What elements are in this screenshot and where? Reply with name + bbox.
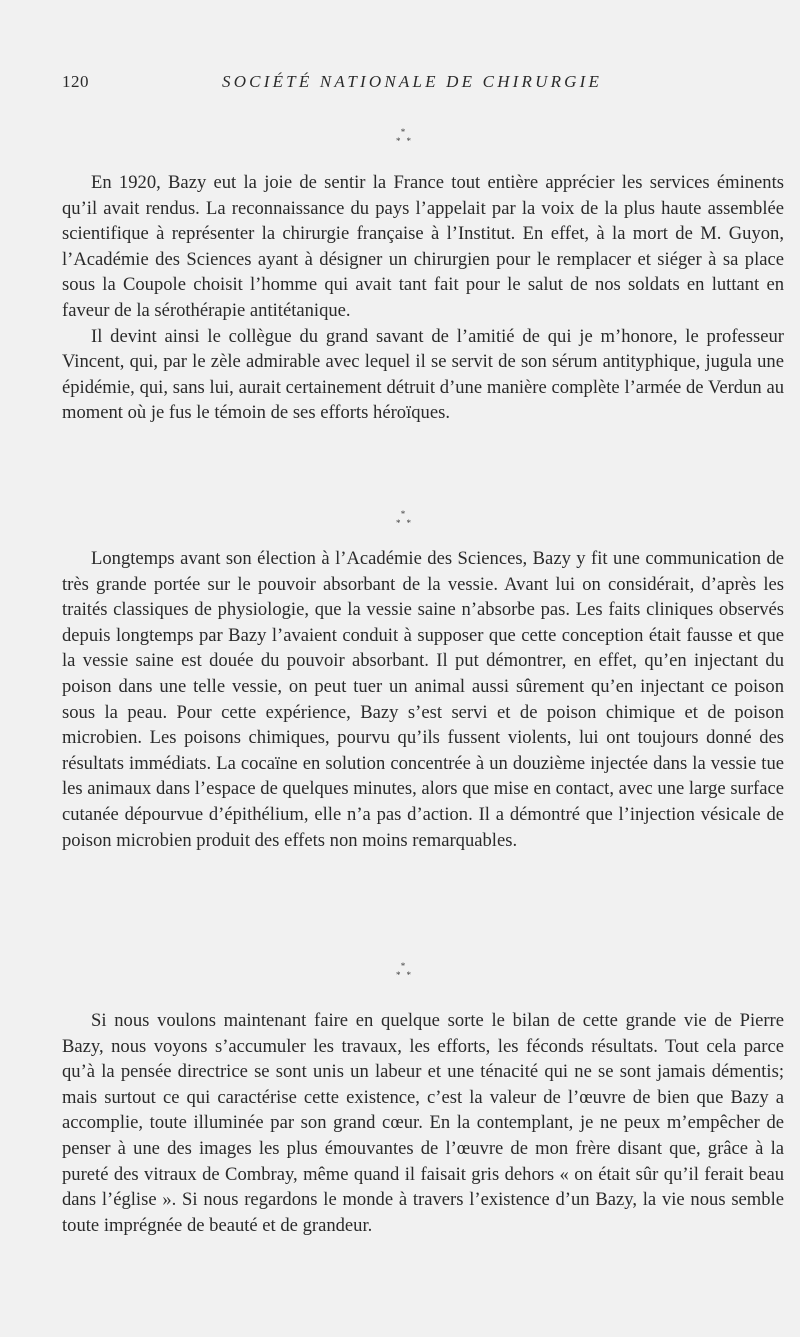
paragraph-election-institut: En 1920, Bazy eut la joie de sentir la France tout entière apprécier les services éminents qu’il avait rendus. La reconnaissance du pays l’appelait par la voix de la plus haute assemblée scientifique à représenter la chirurgie française à l’Institut. En effet, à la mort de M. Guyon, l’Académie des Sciences ayant à désigner un chirurgien pour le remplacer et siéger à sa place sous la Coupole choisit l’homme qui avait tant fait pour le salut de nos soldats en luttant en faveur de la sérothérapie antitétanique. <box>62 172 784 321</box>
paragraph-pouvoir-absorbant: Longtemps avant son élection à l’Académie des Sciences, Bazy y fit une communication de très grande portée sur le pouvoir absorbant de la vessie. Avant lui on considérait, d’après les traités classiques de physiologie, que la vessie saine n’absorbe pas. Les faits cliniques observés depuis longtemps par Bazy l’avaient conduit à supposer que cette conception était fausse et que la vessie saine est douée du pouvoir absorbant. Il put démontrer, en effet, qu’en injectant du poison dans une telle vessie, on peut tuer un animal aussi sûrement qu’en injectant ce poison sous la peau. Pour cette expérience, Bazy s’est servi et de poison chimique et de poison microbien. Les poisons chimiques, pourvu qu’ils fussent violents, lui ont toujours donné des résultats immédiats. La cocaïne en solution concentrée à un douzième injectée dans la vessie tue les animaux dans l’espace de quelques minutes, alors que mise en contact, avec une large surface cutanée dépourvue d’épithélium, elle n’a pas d’action. Il a démontré que l’injection vésicale de poison microbien produit des effets non moins remarquables. <box>62 548 784 851</box>
section-1-text <box>62 170 784 426</box>
section-separator-1 <box>392 127 417 146</box>
separator-star: * <box>396 970 407 980</box>
section-separator-3 <box>392 961 417 980</box>
separator-star: * <box>406 136 417 146</box>
separator-star: * <box>400 127 406 137</box>
section-2-text <box>62 546 784 853</box>
paragraph-professeur-vincent: Il devint ainsi le collègue du grand savant de l’amitié de qui je m’honore, le professeur Vincent, qui, par le zèle admirable avec lequel il se servit de son sérum antityphique, jugula une épidémie, qui, sans lui, aurait certainement détruit d’une manière complète l’armée de Verdun au moment où je fus le témoin de ses efforts héroïques. <box>62 325 784 424</box>
separator-star: * <box>400 961 406 971</box>
journal-title: SOCIÉTÉ NATIONALE DE CHIRURGIE <box>222 72 603 91</box>
separator-star: * <box>396 518 407 528</box>
running-header <box>62 72 784 96</box>
separator-star: * <box>406 970 417 980</box>
paragraph-bilan: Si nous voulons maintenant faire en quelque sorte le bilan de cette grande vie de Pierre Bazy, nous voyons s’accumuler les travaux, les efforts, les féconds résultats. Tout cela parce qu’à la pensée directrice se sont unis un labeur et une ténacité qui ne se sont jamais démentis; mais surtout ce qui caractérise cette existence, c’est la valeur de l’œuvre de bien que Bazy a accomplie, toute illuminée par son grand cœur. En la contemplant, je ne peux m’empêcher de penser à une des images les plus émouvantes de l’œuvre de mon frère disant que, grâce à la pureté des vitraux de Combray, même quand il faisait gris dehors « on était sûr qu’il ferait beau dans l’église ». Si nous regardons le monde à travers l’existence d’un Bazy, la vie nous semble toute imprégnée de beauté et de grandeur. <box>62 1010 784 1236</box>
separator-star: * <box>400 509 406 519</box>
section-3-text <box>62 1008 784 1238</box>
separator-star: * <box>396 136 407 146</box>
page-number: 120 <box>62 72 89 91</box>
section-separator-2 <box>392 509 417 528</box>
separator-star: * <box>406 518 417 528</box>
